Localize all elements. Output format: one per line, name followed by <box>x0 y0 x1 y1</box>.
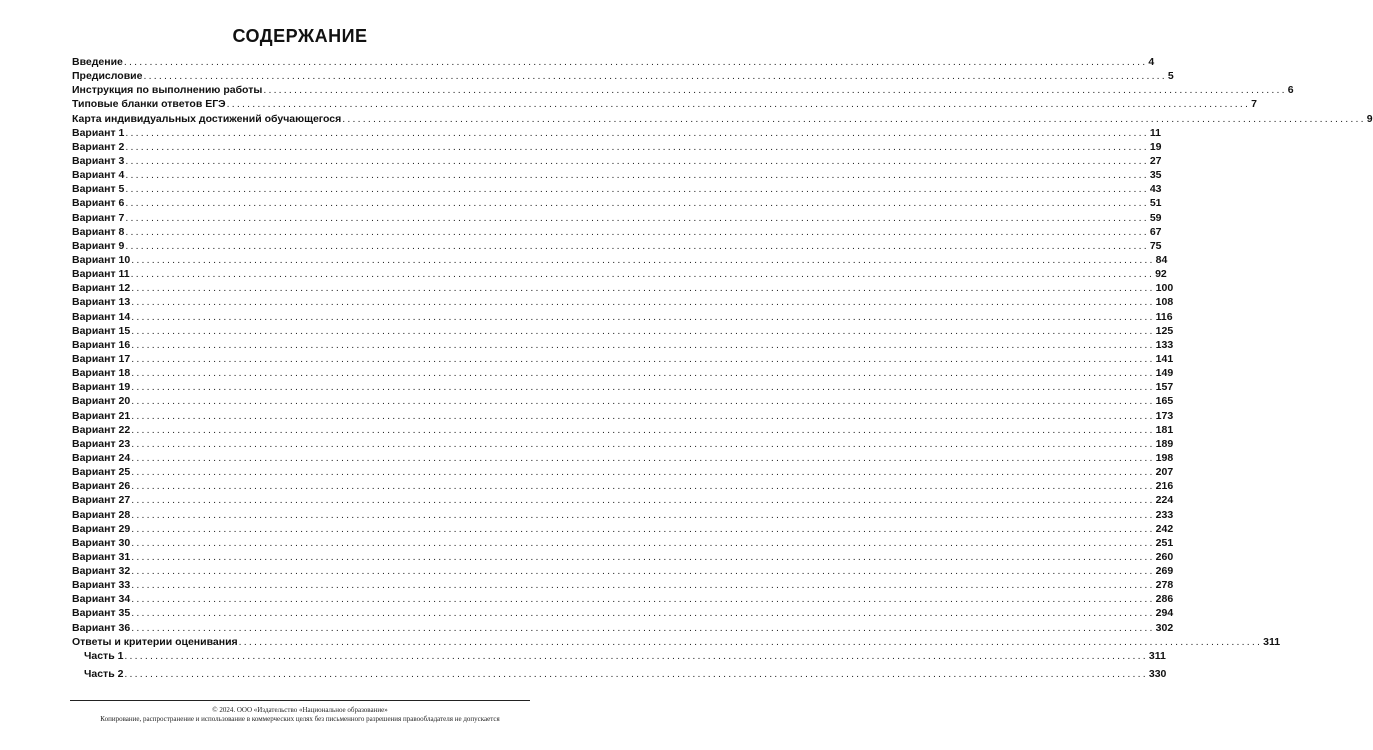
toc-entry-page: 330 <box>1148 668 1167 681</box>
toc-entry-label: Вариант 31 <box>72 550 131 563</box>
toc-entry-page: 92 <box>1155 268 1167 281</box>
toc-entry-label: Часть 2 <box>84 668 124 681</box>
toc-entry[interactable] <box>72 606 1174 620</box>
table-of-contents <box>72 55 1373 681</box>
toc-entry[interactable] <box>72 140 1162 154</box>
footer <box>0 706 600 724</box>
toc-dot-leader: ........................................................................................................................................................................................................ <box>131 522 1155 535</box>
toc-entry-label: Вариант 1 <box>72 126 125 139</box>
toc-entry[interactable] <box>72 126 1161 140</box>
toc-entry-page: 294 <box>1155 607 1174 620</box>
toc-entry-label: Инструкция по выполнению работы <box>72 84 263 97</box>
toc-dot-leader: ........................................................................................................................................................................................................ <box>125 197 1149 210</box>
toc-entry[interactable] <box>72 69 1174 83</box>
toc-entry[interactable] <box>72 338 1174 352</box>
toc-entry-page: 133 <box>1155 338 1174 351</box>
toc-entry[interactable] <box>72 225 1162 239</box>
toc-entry[interactable] <box>72 239 1162 253</box>
toc-entry-page: 35 <box>1149 169 1162 182</box>
toc-dot-leader: ........................................................................................................................................................................................................ <box>131 381 1155 394</box>
toc-entry[interactable] <box>72 667 1167 681</box>
toc-entry[interactable] <box>72 493 1174 507</box>
toc-dot-leader: ........................................................................................................................................................................................................ <box>131 296 1155 309</box>
toc-dot-leader: ........................................................................................................................................................................................................ <box>131 282 1155 295</box>
toc-dot-leader: ........................................................................................................................................................................................................ <box>131 466 1155 479</box>
toc-entry-label: Карта индивидуальных достижений обучающегося <box>72 112 342 125</box>
toc-entry-page: 59 <box>1149 211 1162 224</box>
toc-entry[interactable] <box>72 423 1174 437</box>
toc-entry-label: Вариант 22 <box>72 423 131 436</box>
toc-dot-leader: ........................................................................................................................................................................................................ <box>131 565 1155 578</box>
toc-entry-page: 108 <box>1155 296 1174 309</box>
toc-entry[interactable] <box>72 394 1174 408</box>
toc-dot-leader: ........................................................................................................................................................................................................ <box>131 395 1155 408</box>
toc-entry-label: Вариант 7 <box>72 211 125 224</box>
toc-dot-leader: ........................................................................................................................................................................................................ <box>131 607 1155 620</box>
toc-entry-label: Вариант 2 <box>72 140 125 153</box>
toc-entry[interactable] <box>72 112 1373 126</box>
toc-dot-leader: ........................................................................................................................................................................................................ <box>131 593 1155 606</box>
toc-entry-page: 207 <box>1155 466 1174 479</box>
toc-entry[interactable] <box>72 479 1174 493</box>
toc-dot-leader: ........................................................................................................................................................................................................ <box>131 310 1155 323</box>
toc-entry-page: 100 <box>1155 282 1174 295</box>
toc-entry-page: 278 <box>1155 579 1174 592</box>
toc-entry[interactable] <box>72 621 1174 635</box>
toc-entry-page: 311 <box>1263 635 1281 648</box>
toc-entry-page: 125 <box>1155 324 1174 337</box>
toc-entry-page: 141 <box>1155 352 1174 365</box>
toc-entry[interactable] <box>72 465 1174 479</box>
toc-entry-label: Вариант 12 <box>72 282 131 295</box>
toc-entry-label: Вариант 28 <box>72 508 131 521</box>
toc-entry-label: Предисловие <box>72 70 143 83</box>
toc-entry-page: 149 <box>1155 367 1174 380</box>
toc-entry-label: Введение <box>72 56 123 68</box>
footer-copyright: © 2024. ООО «Издательство «Национальное образование» <box>212 706 388 714</box>
toc-entry-page: 5 <box>1167 70 1174 83</box>
toc-entry-page: 27 <box>1149 154 1162 167</box>
toc-entry-page: 181 <box>1155 423 1174 436</box>
toc-entry-label: Вариант 8 <box>72 225 125 238</box>
toc-entry[interactable] <box>72 409 1174 423</box>
toc-entry-page: 116 <box>1155 310 1173 323</box>
toc-entry-page: 302 <box>1155 621 1174 634</box>
toc-entry-page: 198 <box>1155 451 1174 464</box>
toc-entry-page: 242 <box>1155 522 1174 535</box>
toc-entry[interactable] <box>72 295 1174 309</box>
toc-entry-label: Вариант 26 <box>72 480 131 493</box>
toc-entry[interactable] <box>72 451 1174 465</box>
toc-dot-leader: ........................................................................................................................................................................................................ <box>131 536 1155 549</box>
toc-entry-page: 6 <box>1287 84 1294 97</box>
toc-dot-leader: ........................................................................................................................................................................................................ <box>125 225 1149 238</box>
toc-entry-label: Вариант 27 <box>72 494 131 507</box>
toc-entry-label: Вариант 25 <box>72 466 131 479</box>
toc-entry-page: 233 <box>1155 508 1174 521</box>
toc-entry-page: 75 <box>1149 239 1162 252</box>
toc-entry[interactable] <box>72 649 1166 663</box>
toc-entry-page: 84 <box>1155 253 1168 266</box>
toc-dot-leader: ........................................................................................................................................................................................................ <box>131 494 1155 507</box>
toc-entry[interactable] <box>72 366 1174 380</box>
toc-dot-leader: ........................................................................................................................................................................................................ <box>130 268 1155 281</box>
toc-entry-label: Вариант 19 <box>72 381 131 394</box>
toc-dot-leader: ........................................................................................................................................................................................................ <box>125 140 1149 153</box>
toc-entry-label: Вариант 5 <box>72 183 125 196</box>
toc-entry-page: 51 <box>1149 197 1162 210</box>
toc-entry[interactable] <box>72 437 1174 451</box>
toc-entry-page: 19 <box>1149 140 1162 153</box>
toc-entry-label: Вариант 10 <box>72 253 131 266</box>
toc-entry[interactable] <box>72 352 1174 366</box>
toc-dot-leader: ........................................................................................................................................................................................................ <box>125 183 1149 196</box>
toc-entry-label: Вариант 15 <box>72 324 131 337</box>
toc-entry[interactable] <box>72 324 1174 338</box>
page-title: СОДЕРЖАНИЕ <box>232 26 368 46</box>
toc-dot-leader: ........................................................................................................................................................................................................ <box>131 550 1155 563</box>
toc-entry-page: 165 <box>1155 395 1174 408</box>
toc-dot-leader: ........................................................................................................................................................................................................ <box>125 169 1149 182</box>
toc-entry[interactable] <box>72 97 1257 111</box>
toc-dot-leader: ........................................................................................................................................................................................................ <box>131 480 1155 493</box>
toc-dot-leader: ........................................................................................................................................................................................................ <box>125 154 1149 167</box>
toc-entry-label: Вариант 35 <box>72 607 131 620</box>
toc-entry[interactable] <box>72 281 1174 295</box>
toc-dot-leader: ........................................................................................................................................................................................................ <box>123 56 1148 68</box>
toc-entry-label: Часть 1 <box>84 649 124 662</box>
toc-entry[interactable] <box>72 154 1162 168</box>
toc-dot-leader: ........................................................................................................................................................................................................ <box>131 451 1155 464</box>
toc-entry[interactable] <box>72 55 1155 69</box>
toc-entry-label: Вариант 32 <box>72 565 131 578</box>
toc-entry-label: Вариант 3 <box>72 154 125 167</box>
toc-entry[interactable] <box>72 592 1174 606</box>
footer-notice: Копирование, распространение и использование в коммерческих целях без письменного разрешения правообладателя не допускается <box>100 715 500 723</box>
toc-entry[interactable] <box>72 578 1174 592</box>
toc-entry-label: Вариант 36 <box>72 621 131 634</box>
toc-dot-leader: ........................................................................................................................................................................................................ <box>131 367 1155 380</box>
toc-entry-page: 224 <box>1155 494 1174 507</box>
toc-entry-label: Вариант 34 <box>72 593 131 606</box>
toc-entry-page: 4 <box>1148 56 1155 68</box>
toc-entry[interactable] <box>72 196 1162 210</box>
toc-entry-label: Ответы и критерии оценивания <box>72 635 238 648</box>
toc-dot-leader: ........................................................................................................................................................................................................ <box>125 239 1149 252</box>
toc-entry[interactable] <box>72 253 1168 267</box>
toc-entry[interactable] <box>72 310 1173 324</box>
toc-entry-page: 9 <box>1366 112 1373 125</box>
toc-entry[interactable] <box>72 211 1162 225</box>
toc-entry-page: 11 <box>1149 126 1161 139</box>
toc-entry-label: Вариант 23 <box>72 437 131 450</box>
toc-entry-page: 260 <box>1155 550 1174 563</box>
toc-dot-leader: ........................................................................................................................................................................................................ <box>131 338 1155 351</box>
toc-dot-leader: ........................................................................................................................................................................................................ <box>131 621 1155 634</box>
toc-entry-label: Вариант 16 <box>72 338 131 351</box>
toc-dot-leader: ........................................................................................................................................................................................................ <box>131 324 1155 337</box>
toc-entry-label: Вариант 6 <box>72 197 125 210</box>
toc-entry-label: Вариант 11 <box>72 268 130 281</box>
toc-dot-leader: ........................................................................................................................................................................................................ <box>238 635 1263 648</box>
toc-entry[interactable] <box>72 550 1174 564</box>
toc-entry-label: Вариант 21 <box>72 409 131 422</box>
toc-entry[interactable] <box>72 267 1167 281</box>
toc-entry-label: Вариант 13 <box>72 296 131 309</box>
toc-entry[interactable] <box>72 635 1281 649</box>
toc-entry-label: Вариант 29 <box>72 522 131 535</box>
toc-entry-page: 269 <box>1155 565 1174 578</box>
toc-entry-page: 7 <box>1251 98 1257 111</box>
toc-dot-leader: ........................................................................................................................................................................................................ <box>125 211 1149 224</box>
toc-dot-leader: ........................................................................................................................................................................................................ <box>125 126 1149 139</box>
toc-entry-page: 173 <box>1155 409 1174 422</box>
toc-entry-label: Вариант 17 <box>72 352 131 365</box>
toc-entry-label: Вариант 30 <box>72 536 131 549</box>
toc-entry-page: 189 <box>1155 437 1174 450</box>
toc-entry-label: Типовые бланки ответов ЕГЭ <box>72 98 226 111</box>
toc-entry-label: Вариант 4 <box>72 169 125 182</box>
toc-entry[interactable] <box>72 522 1174 536</box>
toc-entry-page: 311 <box>1148 649 1166 662</box>
toc-dot-leader: ........................................................................................................................................................................................................ <box>143 70 1167 83</box>
toc-dot-leader: ........................................................................................................................................................................................................ <box>131 253 1155 266</box>
toc-entry[interactable] <box>72 182 1162 196</box>
toc-dot-leader: ........................................................................................................................................................................................................ <box>263 84 1287 97</box>
toc-dot-leader: ........................................................................................................................................................................................................ <box>131 409 1155 422</box>
toc-dot-leader: ........................................................................................................................................................................................................ <box>131 579 1155 592</box>
toc-entry[interactable] <box>72 83 1294 97</box>
toc-dot-leader: ........................................................................................................................................................................................................ <box>342 112 1366 125</box>
toc-entry[interactable] <box>72 536 1174 550</box>
footer-divider <box>70 700 530 701</box>
toc-entry-page: 251 <box>1155 536 1174 549</box>
toc-dot-leader: ........................................................................................................................................................................................................ <box>124 649 1148 662</box>
toc-entry-label: Вариант 14 <box>72 310 131 323</box>
toc-dot-leader: ........................................................................................................................................................................................................ <box>131 352 1155 365</box>
toc-entry-label: Вариант 18 <box>72 367 131 380</box>
toc-entry-page: 43 <box>1149 183 1162 196</box>
toc-entry-label: Вариант 24 <box>72 451 131 464</box>
toc-entry-label: Вариант 33 <box>72 579 131 592</box>
toc-entry-page: 67 <box>1149 225 1162 238</box>
toc-entry-page: 286 <box>1155 593 1174 606</box>
toc-dot-leader: ........................................................................................................................................................................................................ <box>131 508 1155 521</box>
toc-entry[interactable] <box>72 564 1174 578</box>
toc-entry[interactable] <box>72 168 1162 182</box>
toc-entry[interactable] <box>72 380 1174 394</box>
toc-entry-page: 157 <box>1155 381 1174 394</box>
toc-entry-label: Вариант 20 <box>72 395 131 408</box>
toc-entry-label: Вариант 9 <box>72 239 125 252</box>
toc-dot-leader: ........................................................................................................................................................................................................ <box>124 668 1148 681</box>
toc-entry[interactable] <box>72 508 1174 522</box>
toc-entry-page: 216 <box>1155 480 1174 493</box>
toc-dot-leader: ........................................................................................................................................................................................................ <box>131 437 1155 450</box>
toc-dot-leader: ........................................................................................................................................................................................................ <box>131 423 1155 436</box>
toc-dot-leader: ........................................................................................................................................................................................................ <box>226 98 1251 111</box>
